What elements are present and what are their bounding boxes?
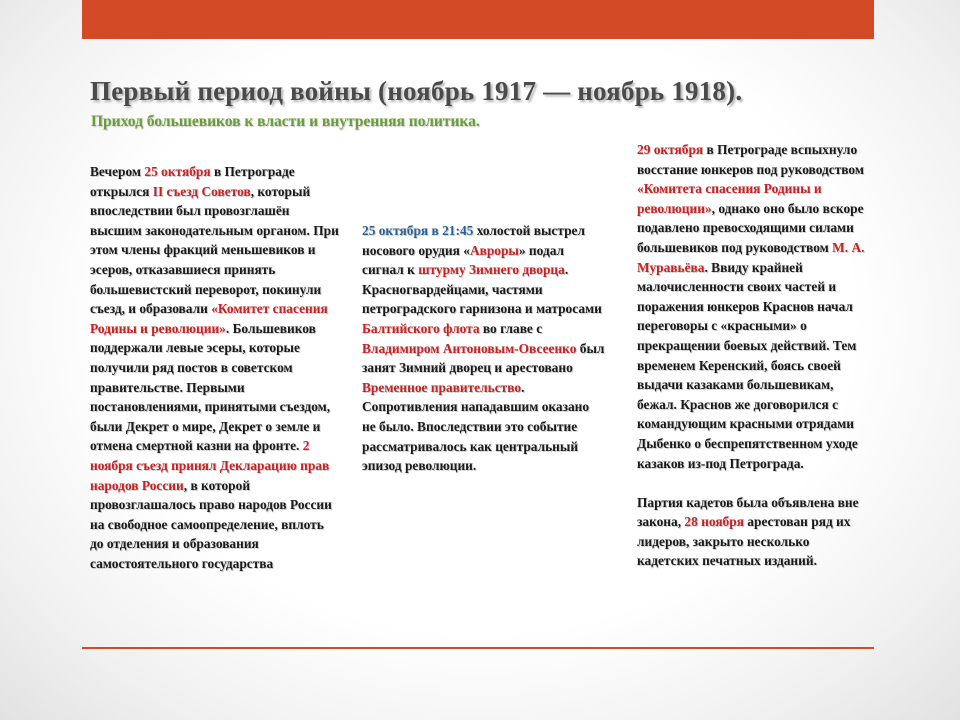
paragraph: Партия кадетов была объявлена вне закона, 28 ноября арестован ряд их лидеров, закрыто несколько кадетских печатных изданий. [637,494,859,569]
declaration-link: 2 ноября съезд принял Декларацию прав народов России [90,438,330,493]
muravyov-link: М. А. Муравьёва [637,239,865,275]
slide-title: Первый период войны (ноябрь 1917 — ноябрь 1918). [90,76,743,106]
text-column-left [90,162,340,573]
paragraph: 29 октября в Петрограде вспыхнуло восстание юнкеров под руководством «Комитета спасения Родины и революции», однако оно было вскоре подавлено превосходящими силами большевиков под руководством М. А. Муравьёва. Ввиду крайней малочисленности своих частей и поражения юнкеров Краснов начал переговоры с «красными» о прекращении боевых действий. Тем временем Керенский, боясь своей выдачи казаками большевикам, бежал. Краснов же договорился с командующим красными отрядами Дыбенко о беспрепятственном уходе казаков из-под Петрограда. [637,142,865,471]
winter-palace-link: штурму Зимнего дворца [418,262,565,278]
bottom-divider [82,647,874,649]
provisional-government-link: Временное правительство [362,379,522,395]
paragraph: 25 октября в 21:45 холостой выстрел носового орудия «Авроры» подал сигнал к штурму Зимнего дворца. Красногвардейцами, частями петроградского гарнизона и матросами Балтийского флота во главе с Владимиром Антоновым-Овсеенко был занят Зимний дворец и арестовано Временное правительство. Сопротивления нападавшим оказано не было. Впоследствии это событие рассматривалось как центральный эпизод революции. [362,223,605,474]
paragraph: Вечером 25 октября в Петрограде открылся II съезд Советов, который впоследствии был провозглашён высшим законодательным органом. При этом члены фракций меньшевиков и эсеров, отказавшиеся принять большевистский переворот, покинули съезд, и образовали «Комитет спасения Родины и революции». Большевиков поддержали левые эсеры, которые получили ряд постов в советском правительстве. Первыми постановлениями, принятыми съездом, были Декрет о мире, Декрет о земле и отмена смертной казни на фронте. 2 ноября съезд принял Декларацию прав народов России, в которой провозглашалось право народов России на свободное самоопределение, вплоть до отделения и образования самостоятельного государства [90,164,339,571]
date-link: 25 октября [144,164,211,179]
committee-link: «Комитета спасения Родины и революции» [637,181,822,216]
aurora-link: Авроры [469,242,519,258]
committee-link: «Комитет спасения Родины и революции» [90,301,328,336]
date-link: 28 ноября [684,514,744,530]
top-accent-bar [82,0,874,39]
baltic-fleet-link: Балтийского флота [362,320,480,336]
slide-subtitle: Приход большевиков к власти и внутренняя политика. [91,113,480,130]
text-column-right [637,140,873,571]
congress-link: II съезд Советов [152,183,251,199]
text-column-middle [362,221,606,476]
date-link: 29 октября [637,142,704,157]
time-link: 25 октября в 21:45 [362,223,474,238]
antonov-link: Владимиром Антоновым-Овсеенко [362,340,577,356]
